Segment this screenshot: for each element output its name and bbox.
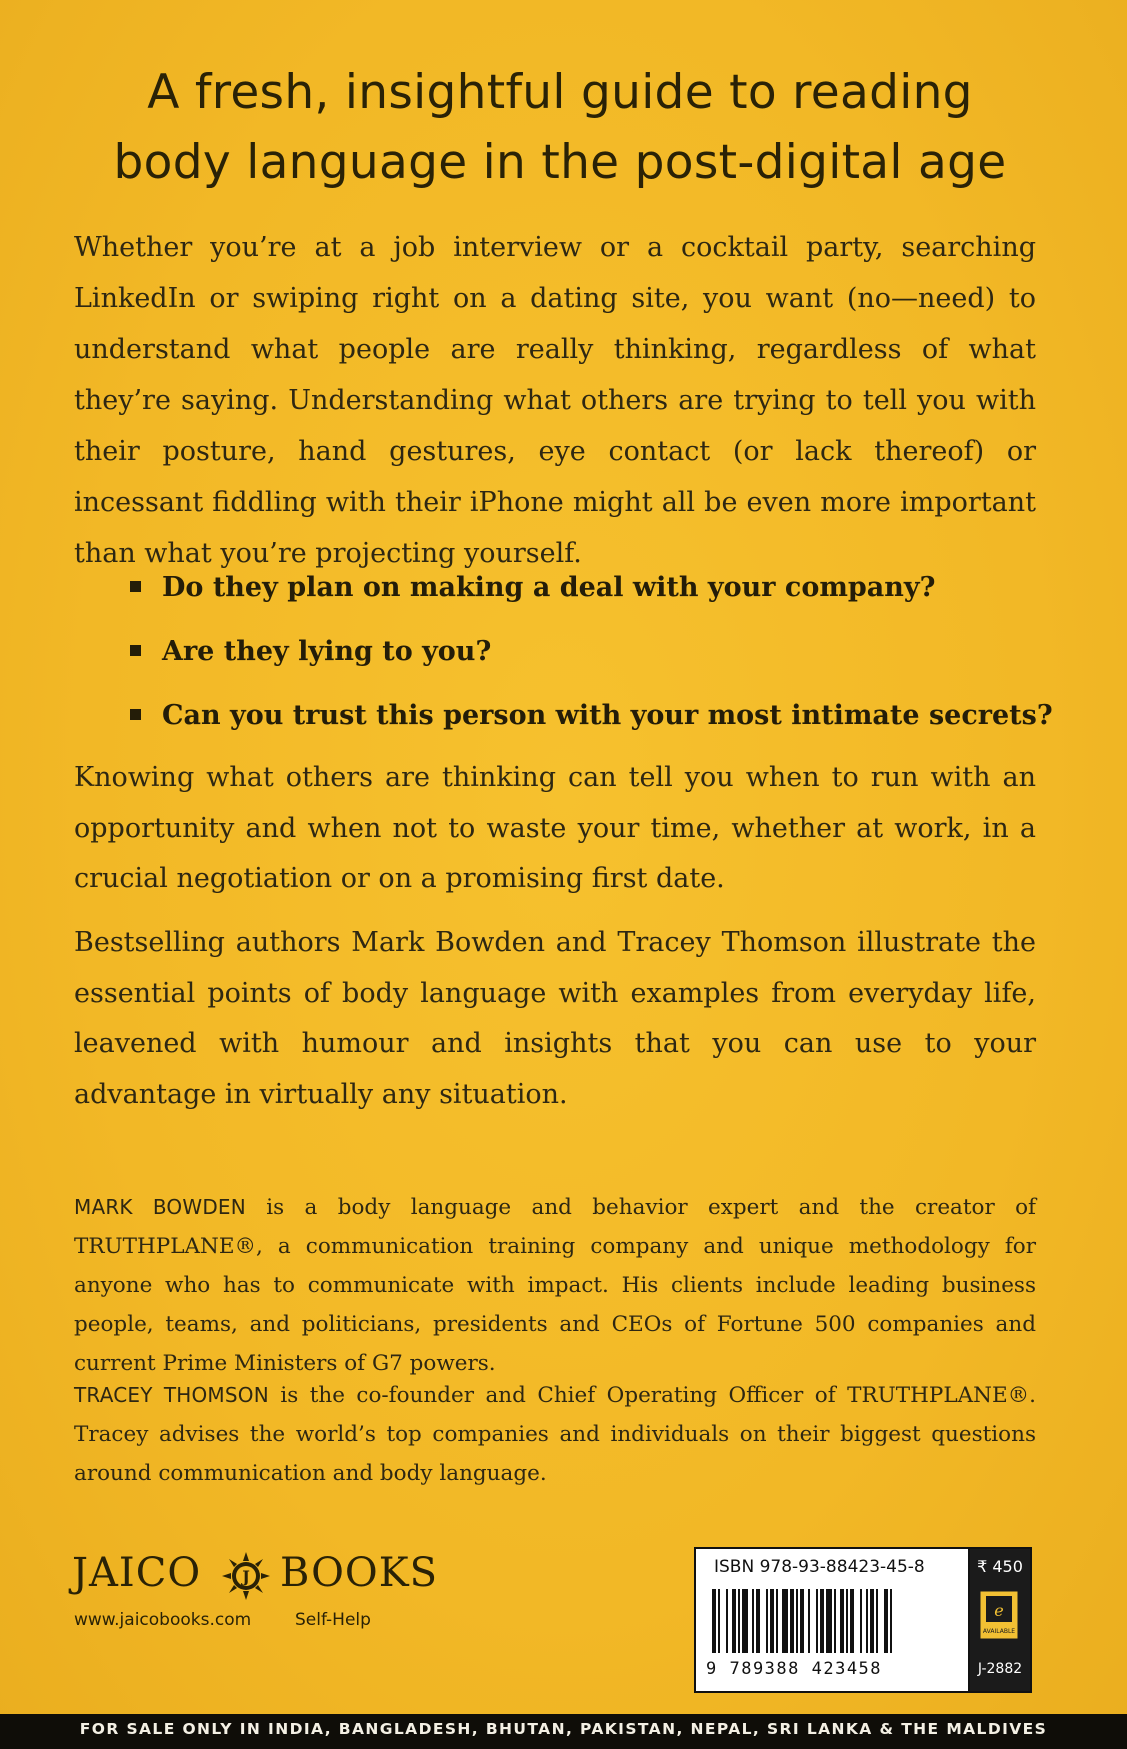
intro-paragraph: Whether you’re at a job interview or a cocktail party, searching LinkedIn or swiping right on a dating site, you want (no—need) to understand what people are really thinking, regardless of what they’re saying. Understanding what others are trying to tell you with their posture, hand gestures, eye contact (or lack thereof) or incessant fiddling with their iPhone might all be even more important than what you’re projecting yourself. bbox=[74, 232, 1036, 569]
sale-territory-notice: FOR SALE ONLY IN INDIA, BANGLADESH, BHUTAN, PAKISTAN, NEPAL, SRI LANKA & THE MALDIVES bbox=[79, 1720, 1048, 1738]
bio-text: is the co-founder and Chief Operating Officer of TRUTHPLANE®. Tracey advises the world’s top companies and individuals on their biggest questions around communication and body language. bbox=[74, 1383, 1036, 1486]
bullet-text: Can you trust this person with your most intimate secrets? bbox=[162, 700, 1053, 731]
bio-name: TRACEY THOMSON bbox=[74, 1383, 269, 1407]
barcode-bar bbox=[712, 1589, 716, 1653]
barcode-bar bbox=[846, 1589, 848, 1653]
bullet-item bbox=[74, 626, 1036, 690]
barcode-bar bbox=[876, 1589, 878, 1653]
svg-text:e: e bbox=[994, 1601, 1004, 1620]
bullet-item bbox=[74, 562, 1036, 626]
emblem-letter: J bbox=[242, 1567, 250, 1586]
barcode-bar bbox=[870, 1589, 874, 1653]
barcode-bar bbox=[718, 1589, 720, 1653]
bullet-text: Are they lying to you? bbox=[162, 636, 492, 667]
barcode-bar bbox=[840, 1589, 844, 1653]
bio-text: is a body language and behavior expert and the creator of TRUTHPLANE®, a communication training company and unique methodology for anyone who has to communicate with impact. His clients include leading business people, teams, and politicians, presidents and CEOs of Fortune 500 companies and current Prime Ministers of G7 powers. bbox=[74, 1195, 1036, 1376]
bio-mark-bowden bbox=[74, 1188, 1036, 1383]
barcode-bar bbox=[752, 1589, 754, 1653]
bio-tracey-thomson bbox=[74, 1376, 1036, 1493]
bullet-list bbox=[74, 562, 1053, 754]
barcode-bar bbox=[790, 1589, 794, 1653]
svg-text:AVAILABLE: AVAILABLE bbox=[982, 1628, 1016, 1635]
publisher-word-2: BOOKS bbox=[280, 1550, 439, 1596]
authors-paragraph: Bestselling authors Mark Bowden and Tracey Thomson illustrate the essential points of body language with examples from everyday life, leavened with humour and insights that you can use to your advantage in virtually any situation. bbox=[74, 927, 1036, 1110]
footer-band bbox=[0, 1714, 1127, 1749]
barcode-bar bbox=[742, 1589, 748, 1653]
bullet-square-icon bbox=[130, 709, 141, 720]
barcode-bar bbox=[796, 1589, 798, 1653]
barcode-bar bbox=[766, 1589, 768, 1653]
barcode-bar bbox=[770, 1589, 774, 1653]
isbn-barcode bbox=[694, 1547, 972, 1693]
headline-line-2: body language in the post-digital age bbox=[113, 135, 1007, 190]
barcode-digits: 9 789388 423458 bbox=[706, 1659, 883, 1679]
genre-label: Self-Help bbox=[295, 1610, 371, 1630]
opportunity-paragraph: Knowing what others are thinking can tell you when to run with an opportunity and when not to waste your time, whether at work, in a crucial negotiation or on a promising first date. bbox=[74, 762, 1036, 894]
barcode-bar bbox=[890, 1589, 892, 1653]
barcode-bar bbox=[800, 1589, 804, 1653]
barcode-bar bbox=[820, 1589, 824, 1653]
barcode-bar bbox=[866, 1589, 868, 1653]
bullet-text: Do they plan on making a deal with your company? bbox=[162, 572, 936, 603]
price-label: ₹ 450 bbox=[977, 1557, 1023, 1576]
barcode-bar bbox=[782, 1589, 788, 1653]
isbn-number: ISBN 978-93-88423-45-8 bbox=[714, 1557, 925, 1577]
barcode-bar bbox=[816, 1589, 818, 1653]
headline-line-1: A fresh, insightful guide to reading bbox=[147, 65, 973, 120]
publisher-word-1: JAICO bbox=[72, 1550, 202, 1596]
barcode-bar bbox=[826, 1589, 832, 1653]
price-panel bbox=[968, 1547, 1032, 1693]
publisher-logo bbox=[72, 1548, 452, 1608]
barcode-bar bbox=[850, 1589, 854, 1653]
barcode-bar bbox=[738, 1589, 740, 1653]
bullet-item bbox=[74, 690, 1053, 754]
bio-name: MARK BOWDEN bbox=[74, 1195, 246, 1219]
bullet-square-icon bbox=[130, 645, 141, 656]
publisher-website: www.jaicobooks.com bbox=[74, 1610, 252, 1630]
catalog-code: J-2882 bbox=[977, 1661, 1023, 1677]
barcode-bar bbox=[808, 1589, 810, 1653]
barcode-bar bbox=[756, 1589, 760, 1653]
ebook-available-icon bbox=[980, 1591, 1018, 1639]
headline bbox=[60, 58, 1060, 198]
barcode-bar bbox=[860, 1589, 862, 1653]
bullet-square-icon bbox=[130, 581, 141, 592]
barcode-bar bbox=[884, 1589, 888, 1653]
barcode-icon bbox=[710, 1589, 960, 1653]
sun-emblem-icon bbox=[222, 1552, 270, 1600]
barcode-bar bbox=[732, 1589, 736, 1653]
barcode-bar bbox=[726, 1589, 728, 1653]
barcode-bar bbox=[776, 1589, 778, 1653]
barcode-bar bbox=[834, 1589, 836, 1653]
